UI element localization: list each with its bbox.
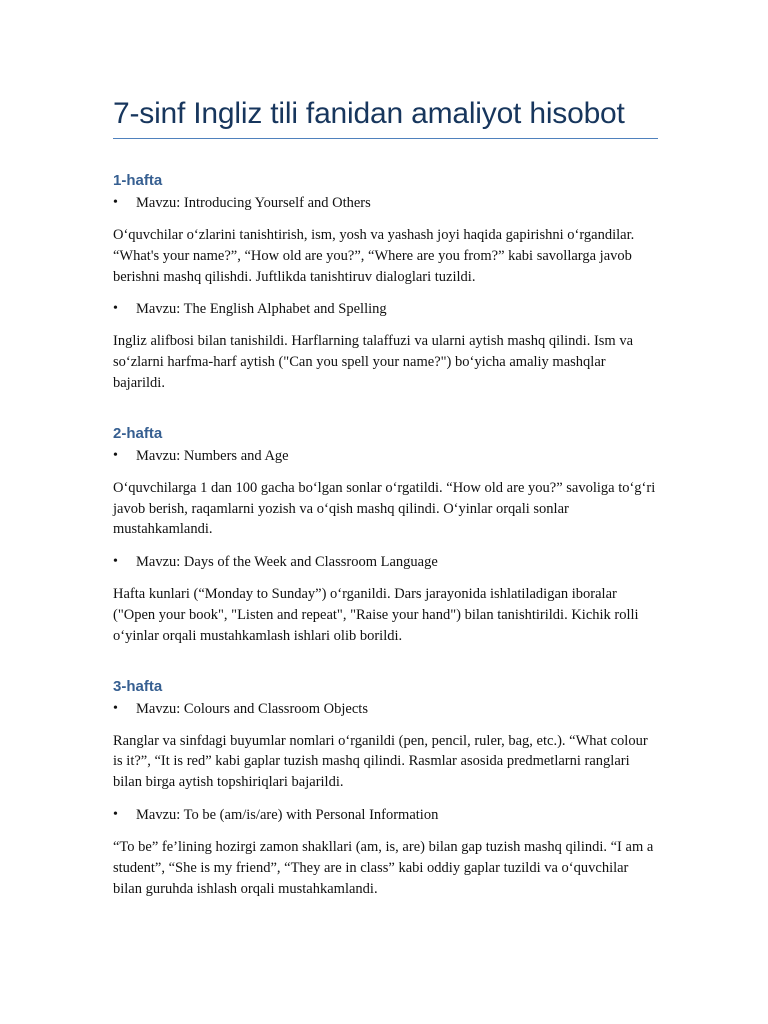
topic-description: O‘quvchilarga 1 dan 100 gacha bo‘lgan sonlar o‘rgatildi. “How old are you?” savoliga to‘g‘ri javob berish, raqamlarni yozish va o‘qish mashq qilindi. O‘yinlar orqali sonlar mustahkamlandi. [113, 479, 656, 538]
topic-description: Ingliz alifbosi bilan tanishildi. Harflarning talaffuzi va ularni aytish mashq qilindi. Ism va so‘zlarni harfma-harf aytish ("Can you spell your name?") bo‘yicha amaliy mashqlar bajarildi. [113, 333, 634, 391]
topic-label: Mavzu: The English Alphabet and Spelling [136, 301, 387, 318]
topic-description: O‘quvchilar o‘zlarini tanishtirish, ism, yosh va yashash joyi haqida gapirishni o‘rgandilar. “What's your name?”, “How old are you?”, “Where are you from?” kabi savollarga javob berishni mashq qilishdi. Juftlikda tanishtiruv dialoglari tuzildi. [113, 227, 635, 285]
topic-item [113, 552, 658, 572]
topic-label: Mavzu: Introducing Yourself and Others [136, 195, 371, 211]
topic-description: Ranglar va sinfdagi buyumlar nomlari o‘rganildi (pen, pencil, ruler, bag, etc.). “What colour is it?”, “It is red” kabi gaplar tuzish mashq qilindi. Rasmlar asosida predmetlarni ranglari bilan birga aytish topshiriqlari bajarildi. [113, 732, 648, 791]
bullet-icon: • [113, 195, 118, 210]
bullet-icon: • [113, 447, 118, 463]
week-section-3 [113, 677, 658, 900]
week-heading: 3-hafta [113, 677, 163, 695]
week-heading: 1-hafta [113, 172, 163, 189]
topic-description: “To be” fe’lining hozirgi zamon shakllari (am, is, are) bilan gap tuzish mashq qilindi. “I am a student”, “She is my friend”, “They are in class” kabi oddiy gaplar tuzildi va o‘quvchilar bilan guruhda ishlash orqali mustahkamlandi. [113, 838, 654, 897]
week-heading: 2-hafta [113, 424, 163, 442]
week-section-2 [113, 424, 658, 647]
bullet-icon: • [113, 700, 118, 716]
topic-description: Hafta kunlari (“Monday to Sunday”) o‘rganildi. Dars jarayonida ishlatiladigan iboralar ("Open your book", "Listen and repeat", "Raise your hand") bilan tanishtirildi. Kichik rolli o‘yinlar orqali mustahkamlash ishlari olib borildi. [113, 586, 639, 644]
topic-label: Mavzu: Days of the Week and Classroom Language [136, 554, 438, 571]
topic-item [113, 446, 658, 466]
topic-item [113, 805, 658, 825]
week-section-1 [113, 171, 658, 394]
topic-label: Mavzu: Numbers and Age [136, 447, 289, 464]
topic-item [113, 699, 658, 719]
document-page [113, 92, 658, 911]
bullet-icon: • [113, 301, 118, 317]
topic-item [113, 299, 658, 319]
topic-item [113, 193, 658, 213]
bullet-icon: • [113, 554, 118, 570]
topic-label: Mavzu: To be (am/is/are) with Personal Information [136, 806, 439, 823]
document-title: 7-sinf Ingliz tili fanidan amaliyot hisobot [113, 92, 658, 139]
bullet-icon: • [113, 806, 118, 822]
topic-label: Mavzu: Colours and Classroom Objects [136, 700, 368, 717]
